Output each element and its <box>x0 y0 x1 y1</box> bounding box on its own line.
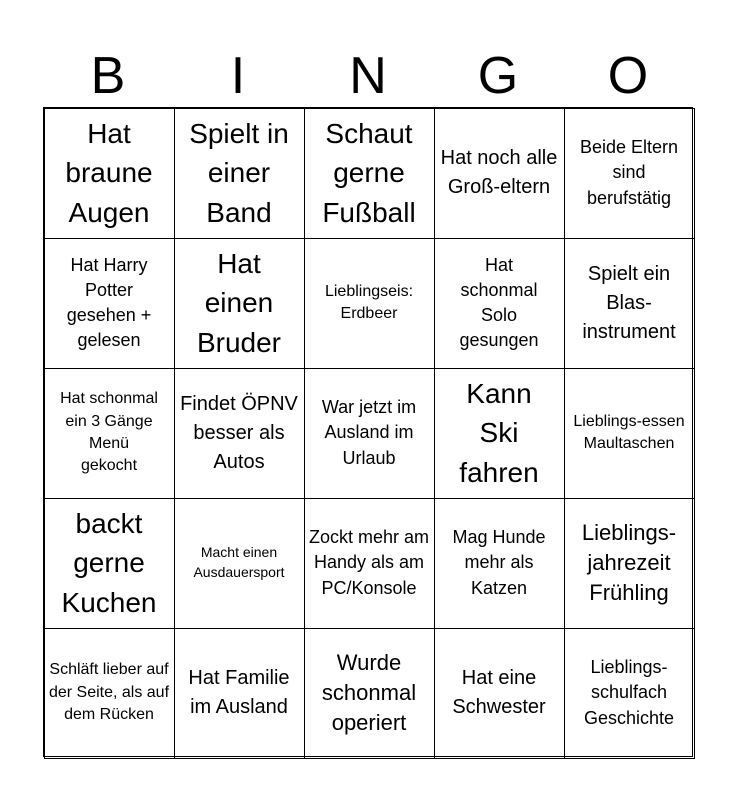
bingo-cell[interactable] <box>564 498 695 629</box>
cell-text: War jetzt im Ausland im Urlaub <box>321 397 417 468</box>
bingo-cell[interactable] <box>304 108 435 239</box>
bingo-card <box>43 107 693 757</box>
cell-text: Hat Harry Potter gesehen + gelesen <box>66 254 152 351</box>
cell-text: Zockt mehr am Handy als am PC/Konsole <box>308 527 430 598</box>
bingo-cell[interactable] <box>44 368 175 499</box>
cell-text: Macht einen Ausdauersport <box>193 544 285 580</box>
cell-text: Spielt ein Blas-instrument <box>582 262 676 343</box>
cell-text: Lieblingseis: Erdbeer <box>324 282 414 322</box>
bingo-cell[interactable] <box>174 238 305 369</box>
bingo-cell[interactable] <box>44 628 175 759</box>
bingo-cell[interactable] <box>434 498 565 629</box>
bingo-cell[interactable] <box>44 238 175 369</box>
bingo-cell[interactable] <box>174 498 305 629</box>
cell-text: Hat einen Bruder <box>196 248 282 358</box>
bingo-cell[interactable] <box>44 108 175 239</box>
bingo-cell[interactable] <box>174 108 305 239</box>
bingo-cell[interactable] <box>564 108 695 239</box>
bingo-cell[interactable] <box>564 368 695 499</box>
bingo-cell[interactable] <box>564 238 695 369</box>
header-letter-i: I <box>230 47 246 105</box>
bingo-cell[interactable] <box>174 628 305 759</box>
cell-text: Hat eine Schwester <box>452 667 546 718</box>
cell-text: Lieblings-jahrezeit Frühling <box>581 520 677 605</box>
bingo-cell[interactable] <box>434 108 565 239</box>
bingo-header <box>43 44 693 108</box>
bingo-cell[interactable] <box>434 628 565 759</box>
bingo-cell[interactable] <box>564 628 695 759</box>
bingo-cell[interactable] <box>304 238 435 369</box>
header-letter-b: B <box>90 47 126 105</box>
bingo-cell[interactable] <box>304 498 435 629</box>
cell-text: Wurde schonmal operiert <box>321 650 417 735</box>
bingo-cell[interactable] <box>304 368 435 499</box>
cell-text: Kann Ski fahren <box>459 378 539 488</box>
header-letter-g: G <box>477 47 519 105</box>
bingo-cell[interactable] <box>44 498 175 629</box>
cell-text: Spielt in einer Band <box>189 118 289 228</box>
header-letter-o: O <box>607 47 649 105</box>
cell-text: Lieblings-essen Maultaschen <box>573 412 685 452</box>
cell-text: Hat braune Augen <box>65 118 153 228</box>
cell-text: Findet ÖPNV besser als Autos <box>180 392 298 473</box>
header-letter-n: N <box>349 47 387 105</box>
bingo-cell[interactable] <box>304 628 435 759</box>
cell-text: Schläft lieber auf der Seite, als auf dem Rücken <box>48 661 170 724</box>
bingo-cell[interactable] <box>174 368 305 499</box>
bingo-cell[interactable] <box>434 368 565 499</box>
cell-text: Hat Familie im Ausland <box>188 667 290 718</box>
cell-text: Hat noch alle Groß-eltern <box>440 147 558 198</box>
bingo-cell[interactable] <box>434 238 565 369</box>
cell-text: Lieblings-schulfach Geschichte <box>583 657 675 728</box>
cell-text: Schaut gerne Fußball <box>322 118 416 228</box>
cell-text: Mag Hunde mehr als Katzen <box>452 527 546 598</box>
cell-text: Hat schonmal ein 3 Gänge Menü gekocht <box>60 390 158 475</box>
cell-text: backt gerne Kuchen <box>61 508 157 618</box>
cell-text: Hat schonmal Solo gesungen <box>459 254 539 351</box>
cell-text: Beide Eltern sind berufstätig <box>579 137 679 208</box>
